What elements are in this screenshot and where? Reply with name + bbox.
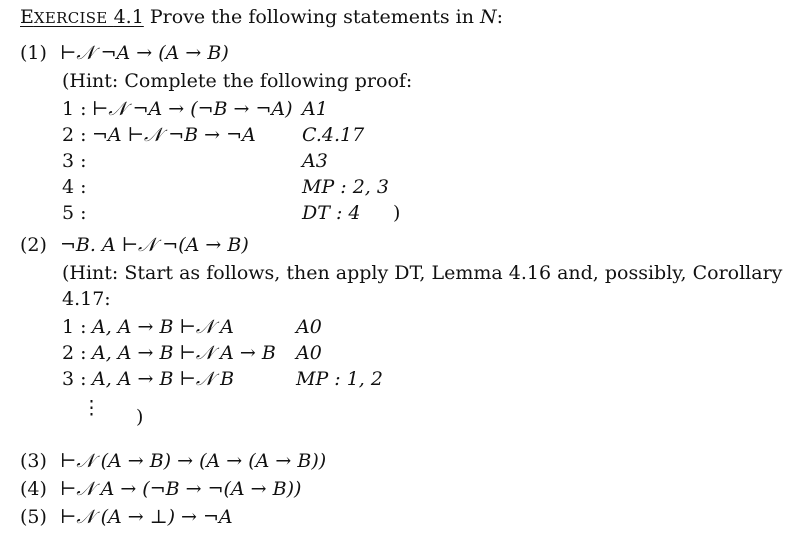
hint-text: (Hint: Complete the following proof:	[62, 70, 413, 92]
proof-line-number: 1 :	[62, 98, 87, 120]
item-label: (5)	[20, 506, 47, 528]
proof-line-number: 4 :	[62, 176, 87, 198]
proof-formula: ⊢𝒩 ¬A → (¬B → ¬A)	[92, 98, 293, 120]
item-formula: ¬B. A ⊢𝒩 ¬(A → B)	[60, 234, 249, 256]
item-formula: ⊢𝒩 A → (¬B → ¬(A → B))	[60, 478, 302, 500]
exercise-statement: Prove the following statements in	[143, 6, 481, 28]
proof-line-number: 5 :	[62, 202, 87, 224]
system-symbol: N	[480, 6, 497, 28]
proof-formula: ¬A ⊢𝒩 ¬B → ¬A	[92, 124, 256, 146]
item-formula: ⊢𝒩 (A → ⊥) → ¬A	[60, 506, 233, 528]
hint-close-paren: )	[393, 202, 401, 224]
item-formula: ⊢𝒩 (A → B) → (A → (A → B))	[60, 450, 327, 472]
proof-line-number: 3 :	[62, 368, 87, 390]
proof-formula: A, A → B ⊢𝒩 A → B	[92, 342, 276, 364]
proof-justification: A0	[296, 316, 322, 338]
hint-close-paren: )	[136, 406, 144, 428]
item-label: (3)	[20, 450, 47, 472]
item-formula: ⊢𝒩 ¬A → (A → B)	[60, 42, 229, 64]
item-label: (4)	[20, 478, 47, 500]
proof-line-number: 2 :	[62, 342, 87, 364]
item-label: (1)	[20, 42, 47, 64]
proof-line-number: 3 :	[62, 150, 87, 172]
proof-justification: MP : 1, 2	[296, 368, 383, 390]
exercise-heading: EXERCISE 4.1 Prove the following statements in N:	[20, 6, 504, 28]
proof-line-number: 2 :	[62, 124, 87, 146]
hint-text: (Hint: Start as follows, then apply DT, Lemma 4.16 and, possibly, Corollary	[62, 262, 783, 284]
continuation-dots: ⋮	[82, 397, 101, 419]
exercise-title: EXERCISE 4.1	[20, 6, 144, 28]
proof-justification: A0	[296, 342, 322, 364]
proof-line-number: 1 :	[62, 316, 87, 338]
proof-justification: MP : 2, 3	[302, 176, 389, 198]
proof-formula: A, A → B ⊢𝒩 B	[92, 368, 235, 390]
proof-justification: A1	[302, 98, 328, 120]
proof-formula: A, A → B ⊢𝒩 A	[92, 316, 234, 338]
hint-text: 4.17:	[62, 288, 111, 310]
proof-justification: DT : 4	[302, 202, 361, 224]
proof-justification: A3	[302, 150, 328, 172]
proof-justification: C.4.17	[302, 124, 365, 146]
item-label: (2)	[20, 234, 47, 256]
